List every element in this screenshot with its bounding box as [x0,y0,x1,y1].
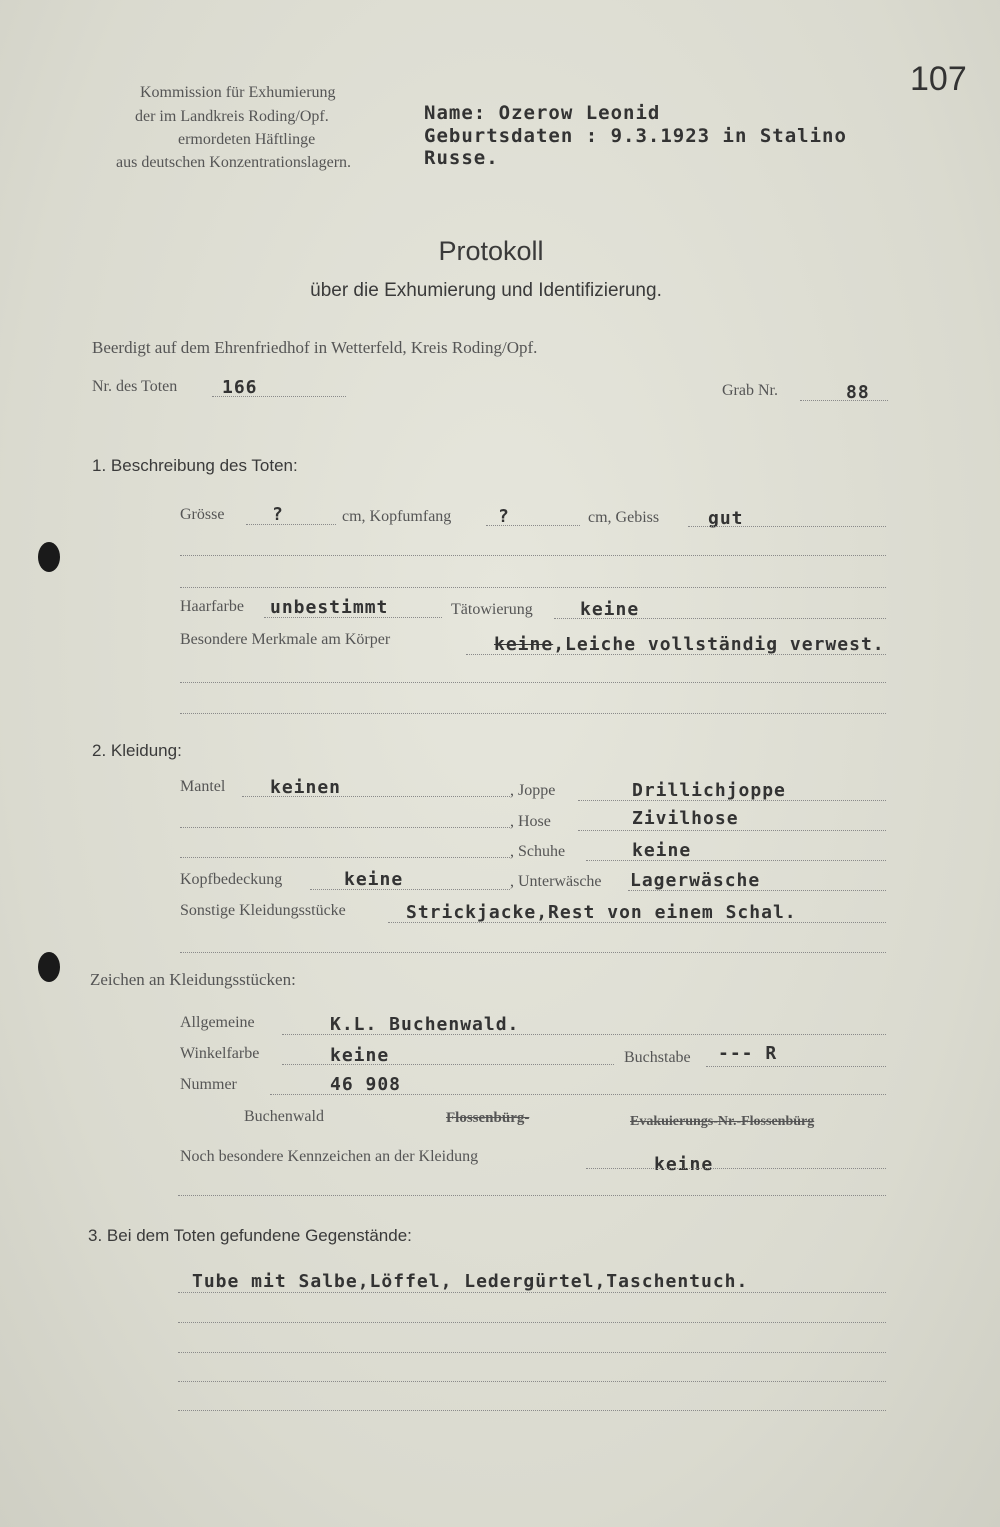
mantel-value: keinen [270,777,342,798]
buchenwald-label: Buchenwald [244,1108,324,1125]
blank-line [178,1352,886,1353]
kopfumfang-line [486,525,580,526]
blank-line [180,827,510,828]
blank-line [178,1195,886,1196]
burial-place: Beerdigt auf dem Ehrenfriedhof in Wetterfeld, Kreis Roding/Opf. [92,338,538,357]
joppe-value: Drillichjoppe [632,780,786,801]
buchstabe-value: --- R [718,1043,778,1064]
evakuierungs-label: Evakuierungs-Nr.-Flossenbürg [630,1114,815,1129]
typed-nationality: Russe. [424,147,499,169]
taetowierung-value: keine [580,599,640,620]
groesse-value: ? [272,504,284,525]
schuhe-value: keine [632,840,692,861]
section2-heading: 2. Kleidung: [92,741,182,760]
buchstabe-line [706,1066,886,1067]
blank-line [180,682,886,683]
found-items-value: Tube mit Salbe,Löffel, Ledergürtel,Taschentuch. [192,1271,749,1292]
blank-line [180,587,886,588]
haarfarbe-label: Haarfarbe [180,598,244,615]
found-items-line [178,1292,886,1293]
merkmale-line [466,654,886,655]
grab-value: 88 [846,382,870,403]
punch-hole [38,952,60,982]
allgemeine-value: K.L. Buchenwald. [330,1014,520,1035]
buchstabe-label: Buchstabe [624,1049,691,1066]
zeichen-heading: Zeichen an Kleidungsstücken: [90,970,296,989]
nummer-value: 46 908 [330,1074,402,1095]
blank-line [180,857,510,858]
gebiss-label: cm, Gebiss [588,509,660,526]
nummer-line [270,1094,886,1095]
nr-toten-line [212,396,346,397]
hose-value: Zivilhose [632,808,739,829]
kopfbedeckung-value: keine [344,869,404,890]
noch-besondere-value: keine [654,1154,714,1175]
section1-heading: 1. Beschreibung des Toten: [92,456,298,475]
haarfarbe-line [264,617,442,618]
merkmale-text: ,Leiche vollständig verwest. [553,634,885,655]
blank-line [180,952,886,953]
unterwaesche-value: Lagerwäsche [630,870,761,891]
commission-line-4: aus deutschen Konzentrationslagern. [116,154,352,171]
taetowierung-label: Tätowierung [451,601,533,618]
groesse-line [246,524,336,525]
allgemeine-line [282,1034,886,1035]
typed-birth-data: Geburtsdaten : 9.3.1923 in Stalino [424,125,847,147]
merkmale-value [494,634,885,655]
commission-line-2: der im Landkreis Roding/Opf. [135,108,329,125]
nr-toten-label: Nr. des Toten [92,378,178,395]
section3-heading: 3. Bei dem Toten gefundene Gegenstände: [88,1226,412,1245]
blank-line [178,1322,886,1323]
groesse-label: Grösse [180,506,225,523]
noch-besondere-line [586,1168,886,1169]
blank-line [180,555,886,556]
sonstige-label: Sonstige Kleidungsstücke [180,902,346,919]
schuhe-line [586,860,886,861]
kopfbedeckung-line [310,889,510,890]
merkmale-label: Besondere Merkmale am Körper [180,631,391,648]
grab-line [800,400,888,401]
typed-name: Name: Ozerow Leonid [424,102,661,124]
flossenbuerg-label: Flossenbürg- [446,1110,530,1126]
hose-line [578,830,886,831]
joppe-label: , Joppe [510,782,556,799]
page-number: 107 [910,60,967,98]
kopfbedeckung-label: Kopfbedeckung [180,871,283,888]
page-title: Protokoll [438,236,544,266]
commission-line-3: ermordeten Häftlinge [178,131,316,148]
kopfumfang-value: ? [498,506,510,527]
noch-besondere-label: Noch besondere Kennzeichen an der Kleidung [180,1148,479,1165]
joppe-line [578,800,886,801]
sonstige-line [388,922,886,923]
page-subtitle: über die Exhumierung und Identifizierung. [310,280,662,301]
winkelfarbe-label: Winkelfarbe [180,1045,260,1062]
blank-line [178,1381,886,1382]
commission-line-1: Kommission für Exhumierung [140,84,336,101]
nummer-label: Nummer [180,1076,237,1093]
sonstige-value: Strickjacke,Rest von einem Schal. [406,902,797,923]
mantel-label: Mantel [180,778,226,795]
mantel-line [242,796,510,797]
gebiss-line [688,526,886,527]
unterwaesche-line [628,890,886,891]
schuhe-label: , Schuhe [510,843,566,860]
unterwaesche-label: , Unterwäsche [510,873,602,890]
blank-line [180,713,886,714]
taetowierung-line [554,618,886,619]
haarfarbe-value: unbestimmt [270,597,389,618]
punch-hole [38,542,60,572]
allgemeine-label: Allgemeine [180,1014,255,1031]
blank-line [178,1410,886,1411]
hose-label: , Hose [510,813,551,830]
gebiss-value: gut [708,508,744,529]
winkelfarbe-line [282,1064,614,1065]
merkmale-struck: keine [494,634,554,655]
grab-label: Grab Nr. [722,382,778,399]
winkelfarbe-value: keine [330,1045,390,1066]
kopfumfang-label: cm, Kopfumfang [342,508,452,525]
nr-toten-value: 166 [222,377,258,398]
